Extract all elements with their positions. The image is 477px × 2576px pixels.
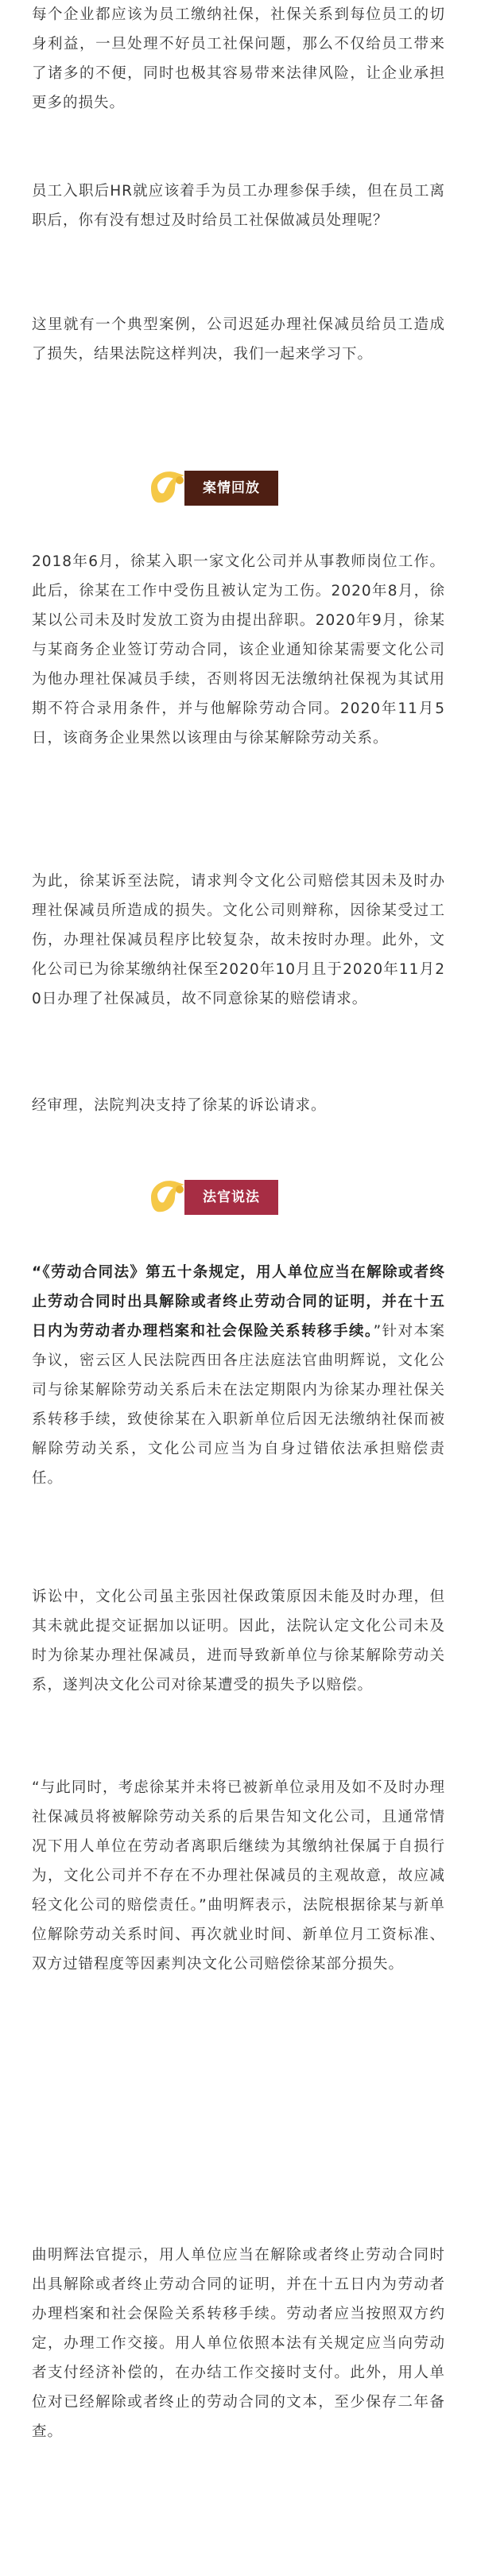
intro-paragraph-3: 这里就有一个典型案例，公司迟延办理社保减员给员工造成了损失，结果法院这样判决，我们一起来学习下。	[32, 316, 445, 363]
section-header-judge-says	[143, 1170, 334, 1221]
intro-paragraph-1: 每个企业都应该为员工缴纳社保，社保关系到每位员工的切身利益，一旦处理不好员工社保问题，那么不仅给员工带来了诸多的不便，同时也极其容易带来法律风险，让企业承担更多的损失。	[32, 6, 445, 111]
case-paragraph-1: 2018年6月，徐某入职一家文化公司并从事教师岗位工作。此后，徐某在工作中受伤且被认定为工伤。2020年8月，徐某以公司未及时发放工资为由提出辞职。2020年9月，徐某与某商务企业签订劳动合同，该企业通知徐某需要文化公司为他办理社保减员手续，否则将因无法缴纳社保视为其试用期不符合录用条件，并与他解除劳动合同。2020年11月5日，该商务企业果然以该理由与徐某解除劳动关系。	[32, 553, 445, 747]
judge-paragraph-2: 诉讼中，文化公司虽主张因社保政策原因未能及时办理，但其未就此提交证据加以证明。因此，法院认定文化公司未及时为徐某办理社保减员，进而导致新单位与徐某解除劳动关系，遂判决文化公司对徐某遭受的损失予以赔偿。	[32, 1589, 445, 1693]
intro-paragraph-2: 员工入职后HR就应该着手为员工办理参保手续，但在员工离职后，你有没有想过及时给员工社保做减员处理呢？	[32, 183, 445, 229]
law-quote: “《劳动合同法》第五十条规定，用人单位应当在解除或者终止劳动合同时出具解除或者终止劳动合同的证明，并在十五日内为劳动者办理档案和社会保险关系转移手续。	[32, 1264, 445, 1340]
case-paragraph-3: 经审理，法院判决支持了徐某的诉讼请求。	[32, 1097, 327, 1114]
judge-paragraph-1-rest: ”针对本案争议，密云区人民法院西田各庄法庭法官曲明辉说，文化公司与徐某解除劳动关系后未在法定期限内为徐某办理社保关系转移手续，致使徐某在入职新单位后因无法缴纳社保而被解除劳动关系，文化公司应当为自身过错依法承担赔偿责任。	[32, 1323, 445, 1487]
section-label-judge-says: 法官说法	[184, 1180, 278, 1215]
judge-paragraph-1	[32, 1258, 445, 1493]
scroll-icon	[143, 461, 194, 512]
judge-paragraph-3: “与此同时，考虑徐某并未将已被新单位录用及如不及时办理社保减员将被解除劳动关系的后果告知文化公司，且通常情况下用人单位在劳动者离职后继续为其缴纳社保属于自损行为，文化公司并不存在不办理社保减员的主观故意，故应减轻文化公司的赔偿责任。”曲明辉表示，法院根据徐某与新单位解除劳动关系时间、再次就业时间、新单位月工资标准、双方过错程度等因素判决文化公司赔偿徐某部分损失。	[32, 1779, 445, 1973]
section-header-case-review	[143, 461, 334, 512]
scroll-icon	[143, 1170, 194, 1221]
case-paragraph-2: 为此，徐某诉至法院，请求判令文化公司赔偿其因未及时办理社保减员所造成的损失。文化公司则辩称，因徐某受过工伤，办理社保减员程序比较复杂，故未按时办理。此外，文化公司已为徐某缴纳社保至2020年10月且于2020年11月20日办理了社保减员，故不同意徐某的赔偿请求。	[32, 873, 445, 1007]
section-label-case-review: 案情回放	[184, 471, 278, 506]
judge-paragraph-4: 曲明辉法官提示，用人单位应当在解除或者终止劳动合同时出具解除或者终止劳动合同的证明，并在十五日内为劳动者办理档案和社会保险关系转移手续。劳动者应当按照双方约定，办理工作交接。用人单位依照本法有关规定应当向劳动者支付经济补偿的，在办结工作交接时支付。此外，用人单位对已经解除或者终止的劳动合同的文本，至少保存二年备查。	[32, 2247, 445, 2440]
